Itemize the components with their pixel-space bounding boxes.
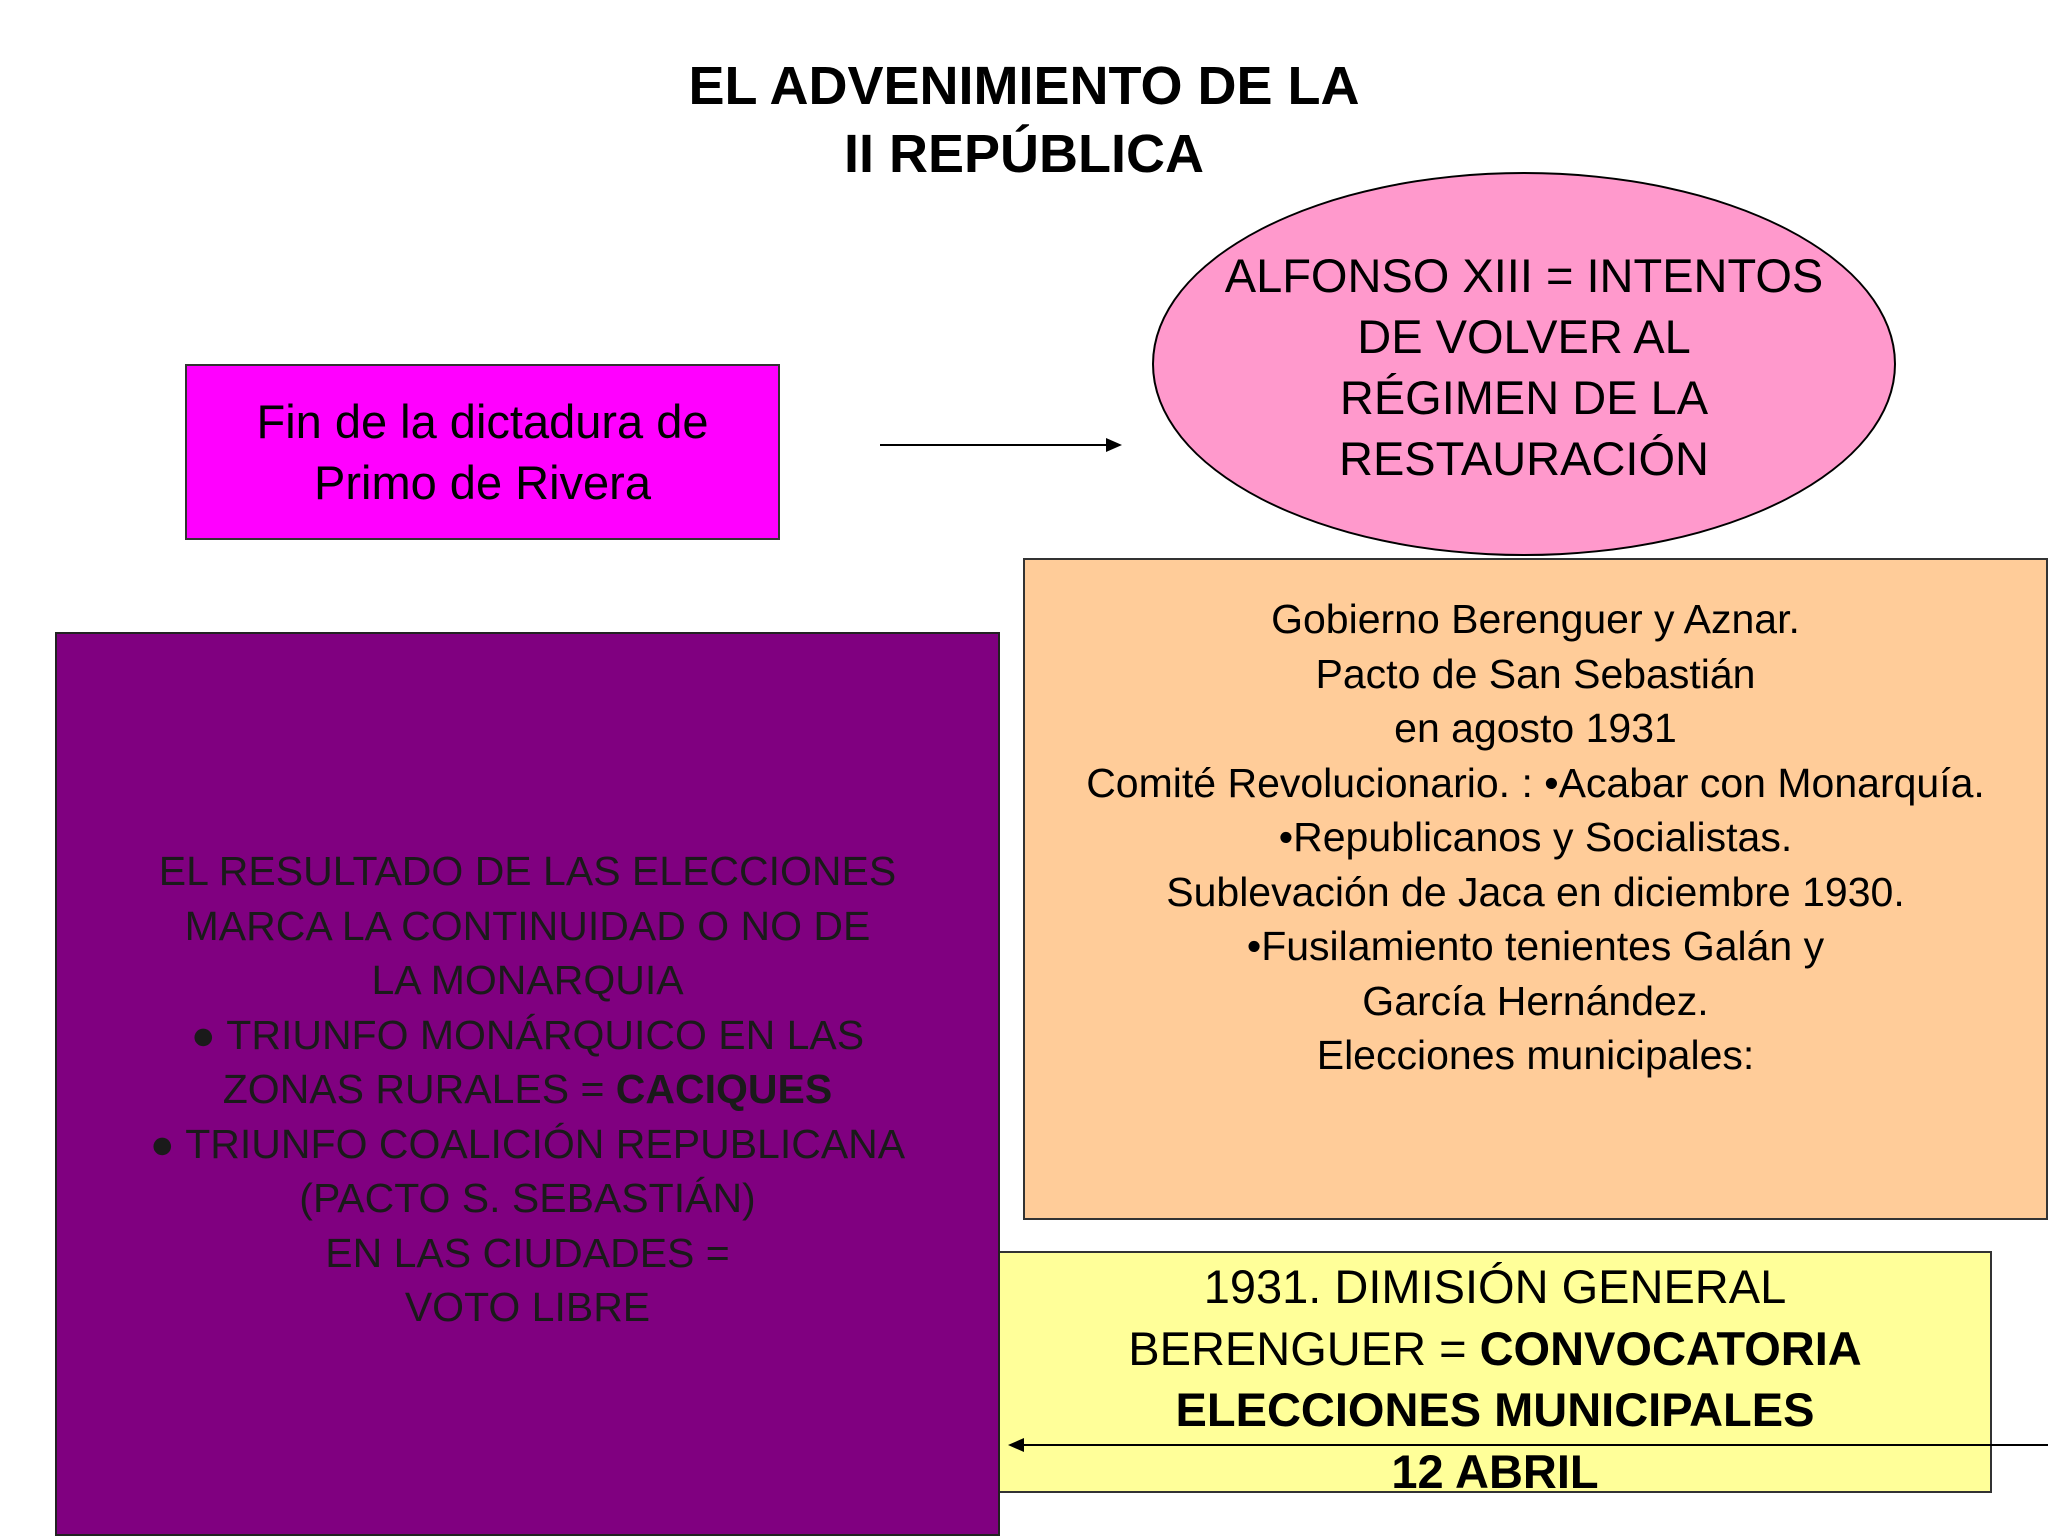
gobierno-line: Pacto de San Sebastián [1315, 650, 1756, 697]
fin-box-line-2: Primo de Rivera [314, 456, 651, 509]
gobierno-line: Comité Revolucionario. : •Acabar con Monarquía. [1086, 759, 1985, 806]
dimision-line-1: 1931. DIMISIÓN GENERAL [1203, 1260, 1787, 1313]
ellipse-line-4: RESTAURACIÓN [1339, 432, 1709, 485]
gobierno-line: García Hernández. [1362, 977, 1709, 1024]
gobierno-line: Sublevación de Jaca en diciembre 1930. [1166, 868, 1905, 915]
dimision-line-2-text: BERENGUER = [1128, 1321, 1480, 1375]
gobierno-line: Elecciones municipales: [1316, 1032, 1755, 1078]
dimision-line-2 [1000, 1318, 1990, 1380]
fin-dictadura-box [185, 364, 780, 540]
resultado-line-5-text: ZONAS RURALES = [222, 1066, 616, 1112]
gobierno-line: •Republicanos y Socialistas. [1278, 814, 1793, 860]
caciques-text: CACIQUES [615, 1066, 833, 1112]
gobierno-line: Gobierno Berenguer y Aznar. [1271, 596, 1800, 642]
dimision-berenguer-box [1000, 1251, 1992, 1498]
gobierno-line: en agosto 1931 [1394, 705, 1677, 751]
resultado-line-5 [57, 1062, 998, 1117]
ellipse-line-1: ALFONSO XIII = INTENTOS [1224, 249, 1824, 302]
resultado-elecciones-box [55, 632, 1000, 1536]
alfonso-xiii-text [1152, 245, 1896, 489]
title-line-2: II REPÚBLICA [843, 124, 1205, 184]
resultado-line-6: ● TRIUNFO COALICIÓN REPUBLICANA [149, 1120, 906, 1167]
dimision-line-4: 12 ABRIL [1391, 1444, 1599, 1498]
resultado-line-9: VOTO LIBRE [404, 1284, 651, 1330]
page-title [0, 52, 2048, 188]
gobierno-line: •Fusilamiento tenientes Galán y [1246, 923, 1825, 969]
title-line-1: EL ADVENIMIENTO DE LA [688, 56, 1360, 116]
resultado-line-2: MARCA LA CONTINUIDAD O NO DE [184, 902, 871, 949]
gobierno-berenguer-box [1023, 558, 2048, 1220]
fin-box-line-1: Fin de la dictadura de [256, 395, 709, 448]
convocatoria-text: CONVOCATORIA [1479, 1321, 1862, 1375]
arrow-to-ellipse [880, 438, 1122, 452]
resultado-line-8: EN LAS CIUDADES = [325, 1229, 730, 1276]
resultado-line-4: ● TRIUNFO MONÁRQUICO EN LAS [190, 1011, 865, 1058]
ellipse-line-2: DE VOLVER AL [1357, 310, 1691, 363]
resultado-line-7: (PACTO S. SEBASTIÁN) [299, 1175, 756, 1221]
ellipse-line-3: RÉGIMEN DE LA [1339, 371, 1709, 424]
dimision-line-3: ELECCIONES MUNICIPALES [1175, 1383, 1815, 1436]
resultado-line-3: LA MONARQUIA [371, 957, 684, 1003]
resultado-line-1: EL RESULTADO DE LAS ELECCIONES [158, 848, 897, 894]
